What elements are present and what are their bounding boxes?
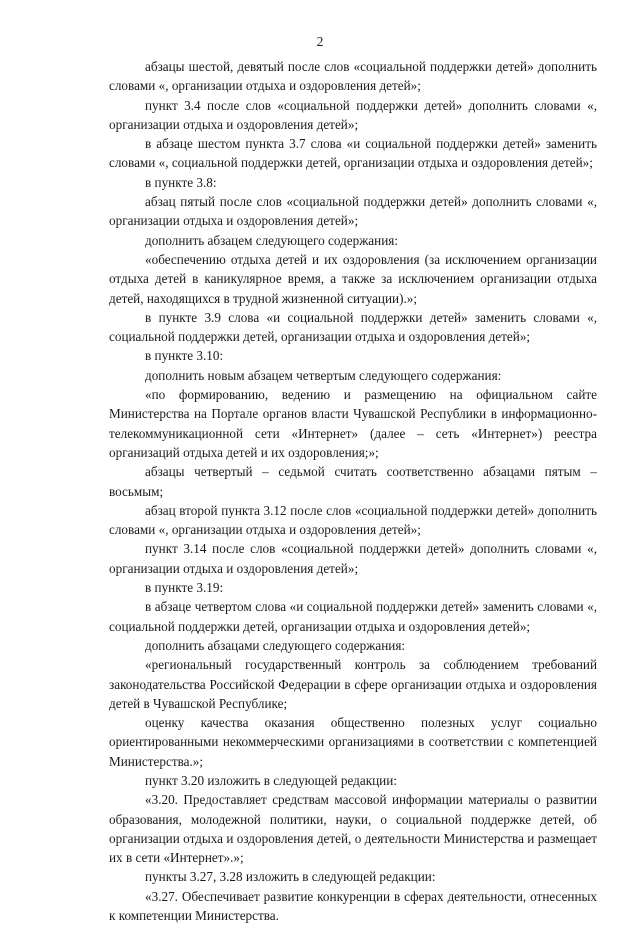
paragraph: абзац второй пункта 3.12 после слов «социальной поддержки детей» дополнить словами «, организации отдыха и оздоровления детей»;	[109, 502, 597, 538]
paragraph: «3.27. Обеспечивает развитие конкуренции в сферах деятельности, отнесенных к компетенции Министерства.	[109, 888, 597, 924]
paragraph: дополнить новым абзацем четвертым следующего содержания:	[145, 367, 502, 383]
paragraph: «обеспечению отдыха детей и их оздоровления (за исключением организации отдыха детей в каникулярное время, а также за исключением организации отдыха детей, находящихся в трудной жизненной ситуации).»;	[109, 251, 597, 306]
paragraph: пункт 3.14 после слов «социальной поддержки детей» дополнить словами «, организации отдыха и оздоровления детей»;	[109, 541, 597, 576]
paragraph: «региональный государственный контроль за соблюдением требований законодательства Российской Федерации в сфере организации отдыха и оздоровления детей в Чувашской Республике;	[109, 657, 597, 711]
paragraph: абзац пятый после слов «социальной поддержки детей» дополнить словами «, организации отдыха и оздоровления детей»;	[109, 194, 597, 229]
paragraph: абзацы четвертый – седьмой считать соответственно абзацами пятым – восьмым;	[109, 464, 597, 499]
paragraph: оценку качества оказания общественно полезных услуг социально ориентированными некоммерческими организациями в соответствии с компетенцией Министерства.»;	[109, 715, 597, 769]
paragraph: в пункте 3.19:	[145, 580, 224, 596]
paragraph: дополнить абзацем следующего содержания:	[145, 232, 399, 248]
paragraph: абзацы шестой, девятый после слов «социальной поддержки детей» дополнить словами «, организации отдыха и оздоровления детей»;	[109, 59, 597, 94]
paragraph: дополнить абзацами следующего содержания:	[145, 637, 406, 653]
paragraph: в пункте 3.8:	[145, 174, 217, 190]
paragraph: в пункте 3.9 слова «и социальной поддержки детей» заменить словами «, социальной поддержки детей, организации отдыха и оздоровления детей»;	[109, 309, 597, 345]
paragraph: в пункте 3.10:	[145, 348, 224, 364]
paragraph: «по формированию, ведению и размещению на официальном сайте Министерства на Портале органов власти Чувашской Республики в информационно-телекоммуникационной сети «Интернет» (далее – сеть «Интернет») реестра организаций отдыха детей и их оздоровления;»;	[109, 387, 597, 460]
paragraph: «3.20. Предоставляет средствам массовой информации материалы о развитии образования, молодежной политики, науки, о социальной поддержке детей, об организации отдыха и оздоровления детей, о деятельности Министерства и размещает их в сети «Интернет».»;	[109, 792, 597, 866]
paragraph: в абзаце шестом пункта 3.7 слова «и социальной поддержки детей» заменить словами «, социальной поддержки детей, организации отдыха и оздоровления детей»;	[109, 136, 597, 171]
page-number: 2	[316, 34, 324, 49]
paragraph: пункты 3.27, 3.28 изложить в следующей редакции:	[145, 869, 436, 885]
paragraph: в абзаце четвертом слова «и социальной поддержки детей» заменить словами «, социальной поддержки детей, организации отдыха и оздоровления детей»;	[109, 599, 597, 634]
paragraph: пункт 3.20 изложить в следующей редакции:	[145, 772, 397, 788]
paragraph: пункт 3.4 после слов «социальной поддержки детей» дополнить словами «, организации отдыха и оздоровления детей»;	[109, 97, 597, 132]
document-body	[109, 57, 597, 925]
